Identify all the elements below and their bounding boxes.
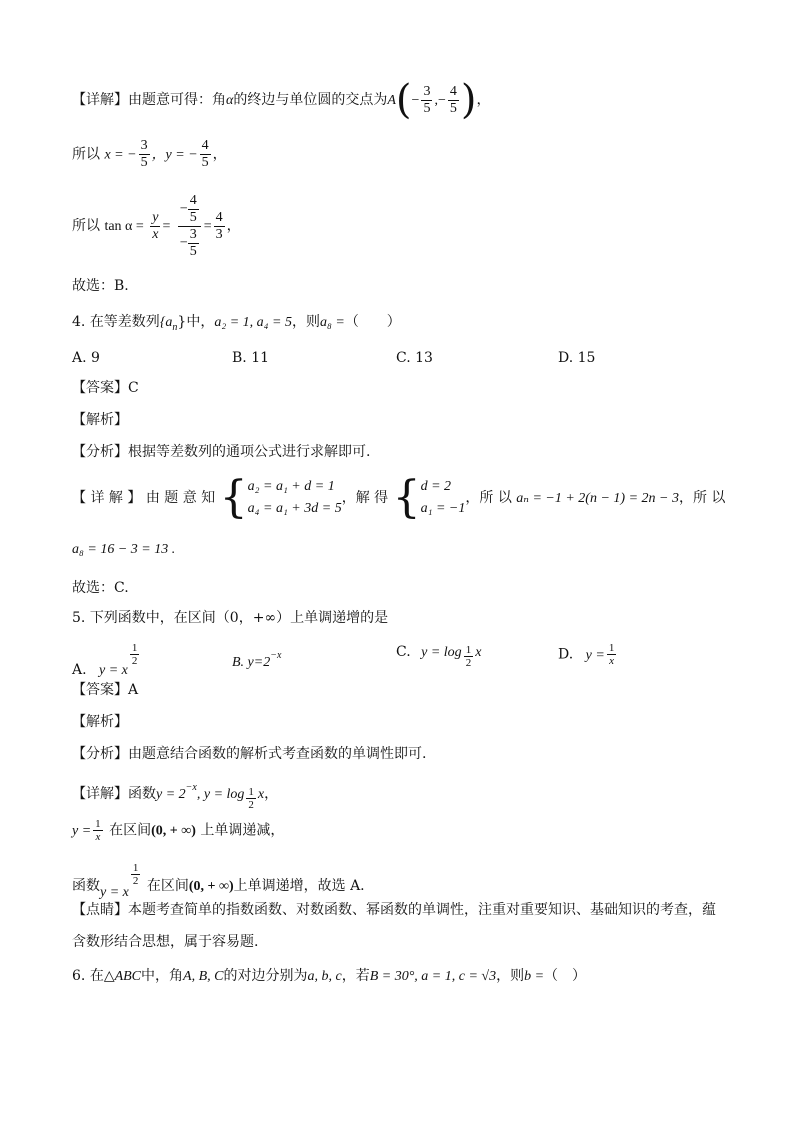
exponent: −x	[185, 782, 197, 793]
formula: , y = log	[196, 787, 245, 802]
numerator: 4	[449, 83, 457, 99]
detail-text: 由 题 意 知	[145, 490, 216, 506]
denominator: 5	[189, 209, 197, 225]
equation: a₂ = a₁ + d = 1	[247, 479, 335, 494]
numerator: 1	[465, 644, 472, 656]
y-equation: ，y = −	[151, 147, 198, 163]
fraction	[200, 138, 211, 171]
fenxi-text: 根据等差数列的通项公式进行求解即可.	[128, 444, 371, 460]
log-argument: x	[475, 645, 482, 660]
q4-stem	[72, 312, 401, 338]
ask: a₈ =	[319, 315, 345, 330]
equation-system	[248, 476, 342, 520]
log-base	[464, 644, 474, 669]
exponent-fraction	[130, 642, 140, 667]
stem-text: }中，	[177, 314, 215, 330]
so-text: 所以	[72, 146, 100, 163]
condition: B = 30°, a = 1, c = √3	[369, 969, 497, 984]
comma: ，	[264, 786, 279, 802]
alpha-symbol: α	[226, 93, 234, 108]
q6-stem	[72, 966, 586, 987]
tan-expression: tan α =	[104, 219, 144, 234]
complex-denominator: − $\frac{3}{5}$	[179, 226, 197, 259]
general-term: aₙ = −1 + 2(n − 1) = 2n − 3	[516, 491, 679, 506]
equation: a₄ = a₁ + 3d = 5	[247, 501, 342, 516]
q4-answer	[72, 378, 139, 398]
denominator: 5	[201, 155, 209, 170]
fraction	[188, 227, 199, 260]
question-number: 6.	[72, 968, 86, 984]
q3-xy-line	[72, 138, 227, 171]
stem-text: 的对边分别为	[223, 968, 308, 984]
numerator: 1	[95, 818, 101, 830]
denominator: 5	[189, 243, 197, 259]
answer-value: A	[128, 682, 139, 698]
x-equation: x = −	[104, 147, 137, 163]
numerator: y	[152, 209, 159, 225]
detail-tag: 【 详 解 】	[72, 490, 142, 506]
stem-text: ，若	[341, 968, 370, 984]
q5-analysis-tag: 【解析】	[72, 714, 128, 730]
sides: a, b, c	[307, 969, 342, 984]
numerator: 3	[140, 138, 148, 153]
q4-option-b[interactable]: B. 11	[232, 350, 270, 366]
blank-paren: （ ）	[544, 968, 587, 984]
q4-option-a[interactable]: A. 9	[72, 350, 100, 366]
stem-text: ，则	[496, 968, 525, 984]
left-paren: (	[395, 77, 412, 123]
comma: ，	[226, 218, 241, 234]
detail-text: ，解 得	[341, 490, 389, 506]
numerator: 1	[608, 642, 615, 654]
question-number: 5.	[72, 610, 86, 626]
condition: a₂ = 1, a₄ = 5	[214, 315, 292, 330]
denominator: x	[95, 831, 101, 843]
option-label: A.	[72, 662, 87, 678]
equation: a₁ = −1	[420, 501, 466, 516]
q5-detail-1	[72, 778, 278, 811]
option-formula: y =	[585, 647, 605, 663]
q5-detail-2	[72, 818, 284, 843]
q5-option-c[interactable]	[396, 642, 481, 669]
detail-text: 函数	[72, 878, 100, 894]
q5-option-b[interactable]	[232, 646, 281, 673]
fraction	[421, 84, 432, 117]
answer-value: C	[128, 380, 139, 396]
detail-text: 在区间	[109, 822, 152, 839]
detail-text: 函数	[128, 786, 156, 802]
fraction	[214, 210, 225, 243]
numerator: 4	[215, 209, 223, 225]
numerator: 3	[189, 226, 197, 242]
exponent-fraction	[131, 862, 141, 887]
equals: =	[162, 219, 171, 234]
detail-tag: 【详解】	[72, 786, 128, 802]
stem-text: 在	[89, 968, 104, 984]
solution-system	[421, 476, 466, 520]
q5-option-a[interactable]	[72, 642, 141, 681]
option-formula: y = log	[421, 645, 462, 660]
option-label: C.	[396, 644, 411, 660]
sequence: {a	[159, 315, 173, 330]
numerator: 1	[132, 862, 139, 874]
formula: y = 2	[156, 787, 186, 802]
fraction	[93, 818, 103, 843]
numerator: 4	[189, 192, 197, 208]
blank-paren: （ ）	[344, 314, 401, 330]
comma: ，	[212, 146, 227, 163]
q4-analysis-tag: 【解析】	[72, 412, 128, 428]
ask: b =	[524, 969, 545, 984]
option-label: D.	[558, 646, 574, 663]
q3-detail-line	[72, 77, 491, 123]
denominator: 5	[449, 100, 457, 116]
q3-detail-text: 由题意可得：角	[128, 92, 226, 108]
equals: =	[203, 219, 212, 234]
detail-text: 上单调递减，	[200, 822, 285, 839]
denominator: 3	[215, 226, 223, 242]
q5-detail-3	[72, 862, 365, 903]
q5-answer	[72, 680, 138, 700]
comma-minus: ,−	[434, 93, 446, 108]
fraction	[607, 642, 617, 667]
denominator: 2	[132, 875, 139, 887]
left-brace: {	[392, 472, 421, 523]
fraction	[150, 210, 160, 243]
fenxi-tag: 【分析】	[72, 746, 128, 762]
question-number: 4.	[72, 314, 86, 330]
q3-choose: 故选：B.	[72, 278, 129, 294]
detail-text: ，所 以	[678, 490, 726, 506]
dianjing-text: 本题考查简单的指数函数、对数函数、幂函数的单调性，注重对重要知识、基础知识的考查，蕴	[128, 902, 716, 918]
numerator: 1	[248, 786, 254, 798]
q5-option-d[interactable]	[558, 642, 618, 667]
formula: y =	[72, 823, 92, 839]
fenxi-tag: 【分析】	[72, 444, 128, 460]
minus-sign: −	[411, 93, 420, 108]
fraction	[188, 193, 199, 226]
denominator: 2	[248, 799, 254, 811]
q5-dianjing-2: 含数形结合思想，属于容易题.	[72, 934, 259, 950]
denominator: x	[609, 655, 614, 667]
formula: y = x	[100, 885, 129, 900]
fraction	[139, 138, 150, 171]
denominator: 2	[131, 655, 138, 667]
q4-fenxi	[72, 442, 370, 462]
log-argument: x	[257, 787, 265, 802]
exponent: −x	[270, 650, 282, 661]
fraction	[448, 84, 459, 117]
so-text: 所以	[72, 218, 100, 234]
numerator: 3	[423, 83, 431, 99]
fenxi-text: 由题意结合函数的解析式考查函数的单调性即可.	[128, 746, 427, 762]
left-brace: {	[219, 472, 248, 523]
q4-option-c[interactable]: C. 13	[396, 350, 433, 366]
complex-fraction	[178, 193, 201, 260]
equation: d = 2	[420, 479, 452, 494]
q4-a8: a₈ = 16 − 3 = 13 .	[72, 542, 176, 557]
q4-option-d[interactable]: D. 15	[558, 350, 596, 366]
point-label: A	[387, 93, 396, 108]
denominator: 2	[465, 657, 472, 669]
q4-detail	[72, 474, 725, 522]
subscript: n	[172, 322, 178, 333]
q4-choose: 故选：C.	[72, 580, 129, 596]
denominator: 5	[423, 100, 431, 116]
answer-tag: 【答案】	[72, 380, 128, 396]
detail-text: 在区间	[146, 878, 189, 894]
log-base	[246, 786, 256, 811]
denominator: x	[152, 226, 159, 242]
option-formula: B. y=2	[232, 655, 271, 670]
stem-text: 中，角	[141, 968, 184, 984]
stem-text: ，则	[291, 314, 320, 330]
detail-text: ，所 以	[465, 490, 512, 506]
detail-tag: 【详解】	[72, 92, 128, 108]
option-formula: y = x	[99, 663, 128, 678]
q5-dianjing-1	[72, 900, 716, 920]
q3-detail-text2: 的终边与单位圆的交点为	[233, 92, 388, 108]
right-paren: )	[460, 77, 477, 123]
answer-tag: 【答案】	[72, 682, 128, 698]
interval: (0, + ∞)	[188, 879, 234, 894]
comma: ，	[476, 92, 491, 108]
numerator: 1	[131, 642, 138, 654]
detail-text: 上单调递增，故选 A.	[233, 878, 365, 894]
angles: A, B, C	[183, 969, 224, 984]
denominator: 5	[140, 155, 148, 170]
interval: (0, + ∞)	[151, 823, 196, 839]
q5-fenxi	[72, 744, 426, 764]
numerator: 4	[201, 138, 209, 153]
q5-stem	[72, 608, 388, 628]
q3-tan-line	[72, 186, 241, 266]
complex-numerator: − $\frac{4}{5}$	[178, 193, 201, 227]
triangle: △ABC	[103, 969, 142, 984]
dianjing-tag: 【点睛】	[72, 902, 128, 918]
stem-text: 在等差数列	[89, 314, 160, 330]
stem-text: 下列函数中，在区间（0，+∞）上单调递增的是	[89, 610, 389, 626]
